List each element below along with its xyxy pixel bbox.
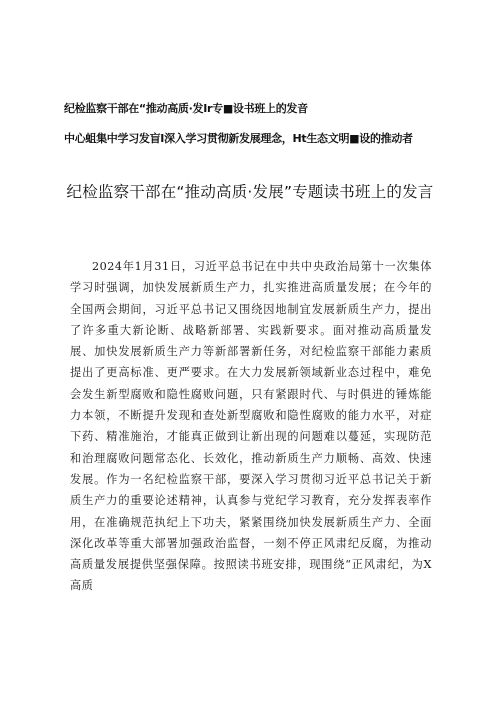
header-line-1: 纪检监察干部在“推动高质·发Ir专■设书班上的发音 <box>64 102 308 115</box>
body-paragraph: 2024年1月31日，习近平总书记在中共中央政治局第十一次集体学习时强调，加快发展新质生产力，扎实推进高质量发展；在今年的全国两会期间，习近平总书记又围绕因地制宜发展新质生产力，提出了许多重大新论断、战略新部署、实践新要求。面对推动高质量发展、加快发展新质生产力等新部署新任务，对纪检监察干部能力素质提出了更高标准、更严要求。在大力发展新领域新业态过程中，难免会发生新型腐败和隐性腐败问题，只有紧跟时代、与时俱进的锤炼能力本领，不断提升发现和查处新型腐败和隐性腐败的能力水平，对症下药、精准施治，才能真正做到让新出现的问题难以蔓延，实现防范和治理腐败问题常态化、长效化，推动新质生产力顺畅、高效、快速发展。作为一名纪检监察干部，要深入学习贯彻习近平总书记关于新质生产力的重要论述精神，认真参与党纪学习教育，充分发挥表率作用，在准确规范执纪上下功夫，紧紧围绕加快发展新质生产力、全面深化改革等重大部署加强政治监督，一刻不停正风肃纪反腐，为推动高质量发展提供坚强保障。按照读书班安排，现围绕“正风肃纪，为X高质 <box>70 260 432 593</box>
header-line-2: 中心蛆集中学习发盲I深入学习贯彻新发展理念，Ht生态文明■设的推动者 <box>64 132 413 145</box>
document-body <box>70 256 432 597</box>
document-title: 纪检监察干部在“推动高质·发展”专题读书班上的发言 <box>66 183 434 201</box>
